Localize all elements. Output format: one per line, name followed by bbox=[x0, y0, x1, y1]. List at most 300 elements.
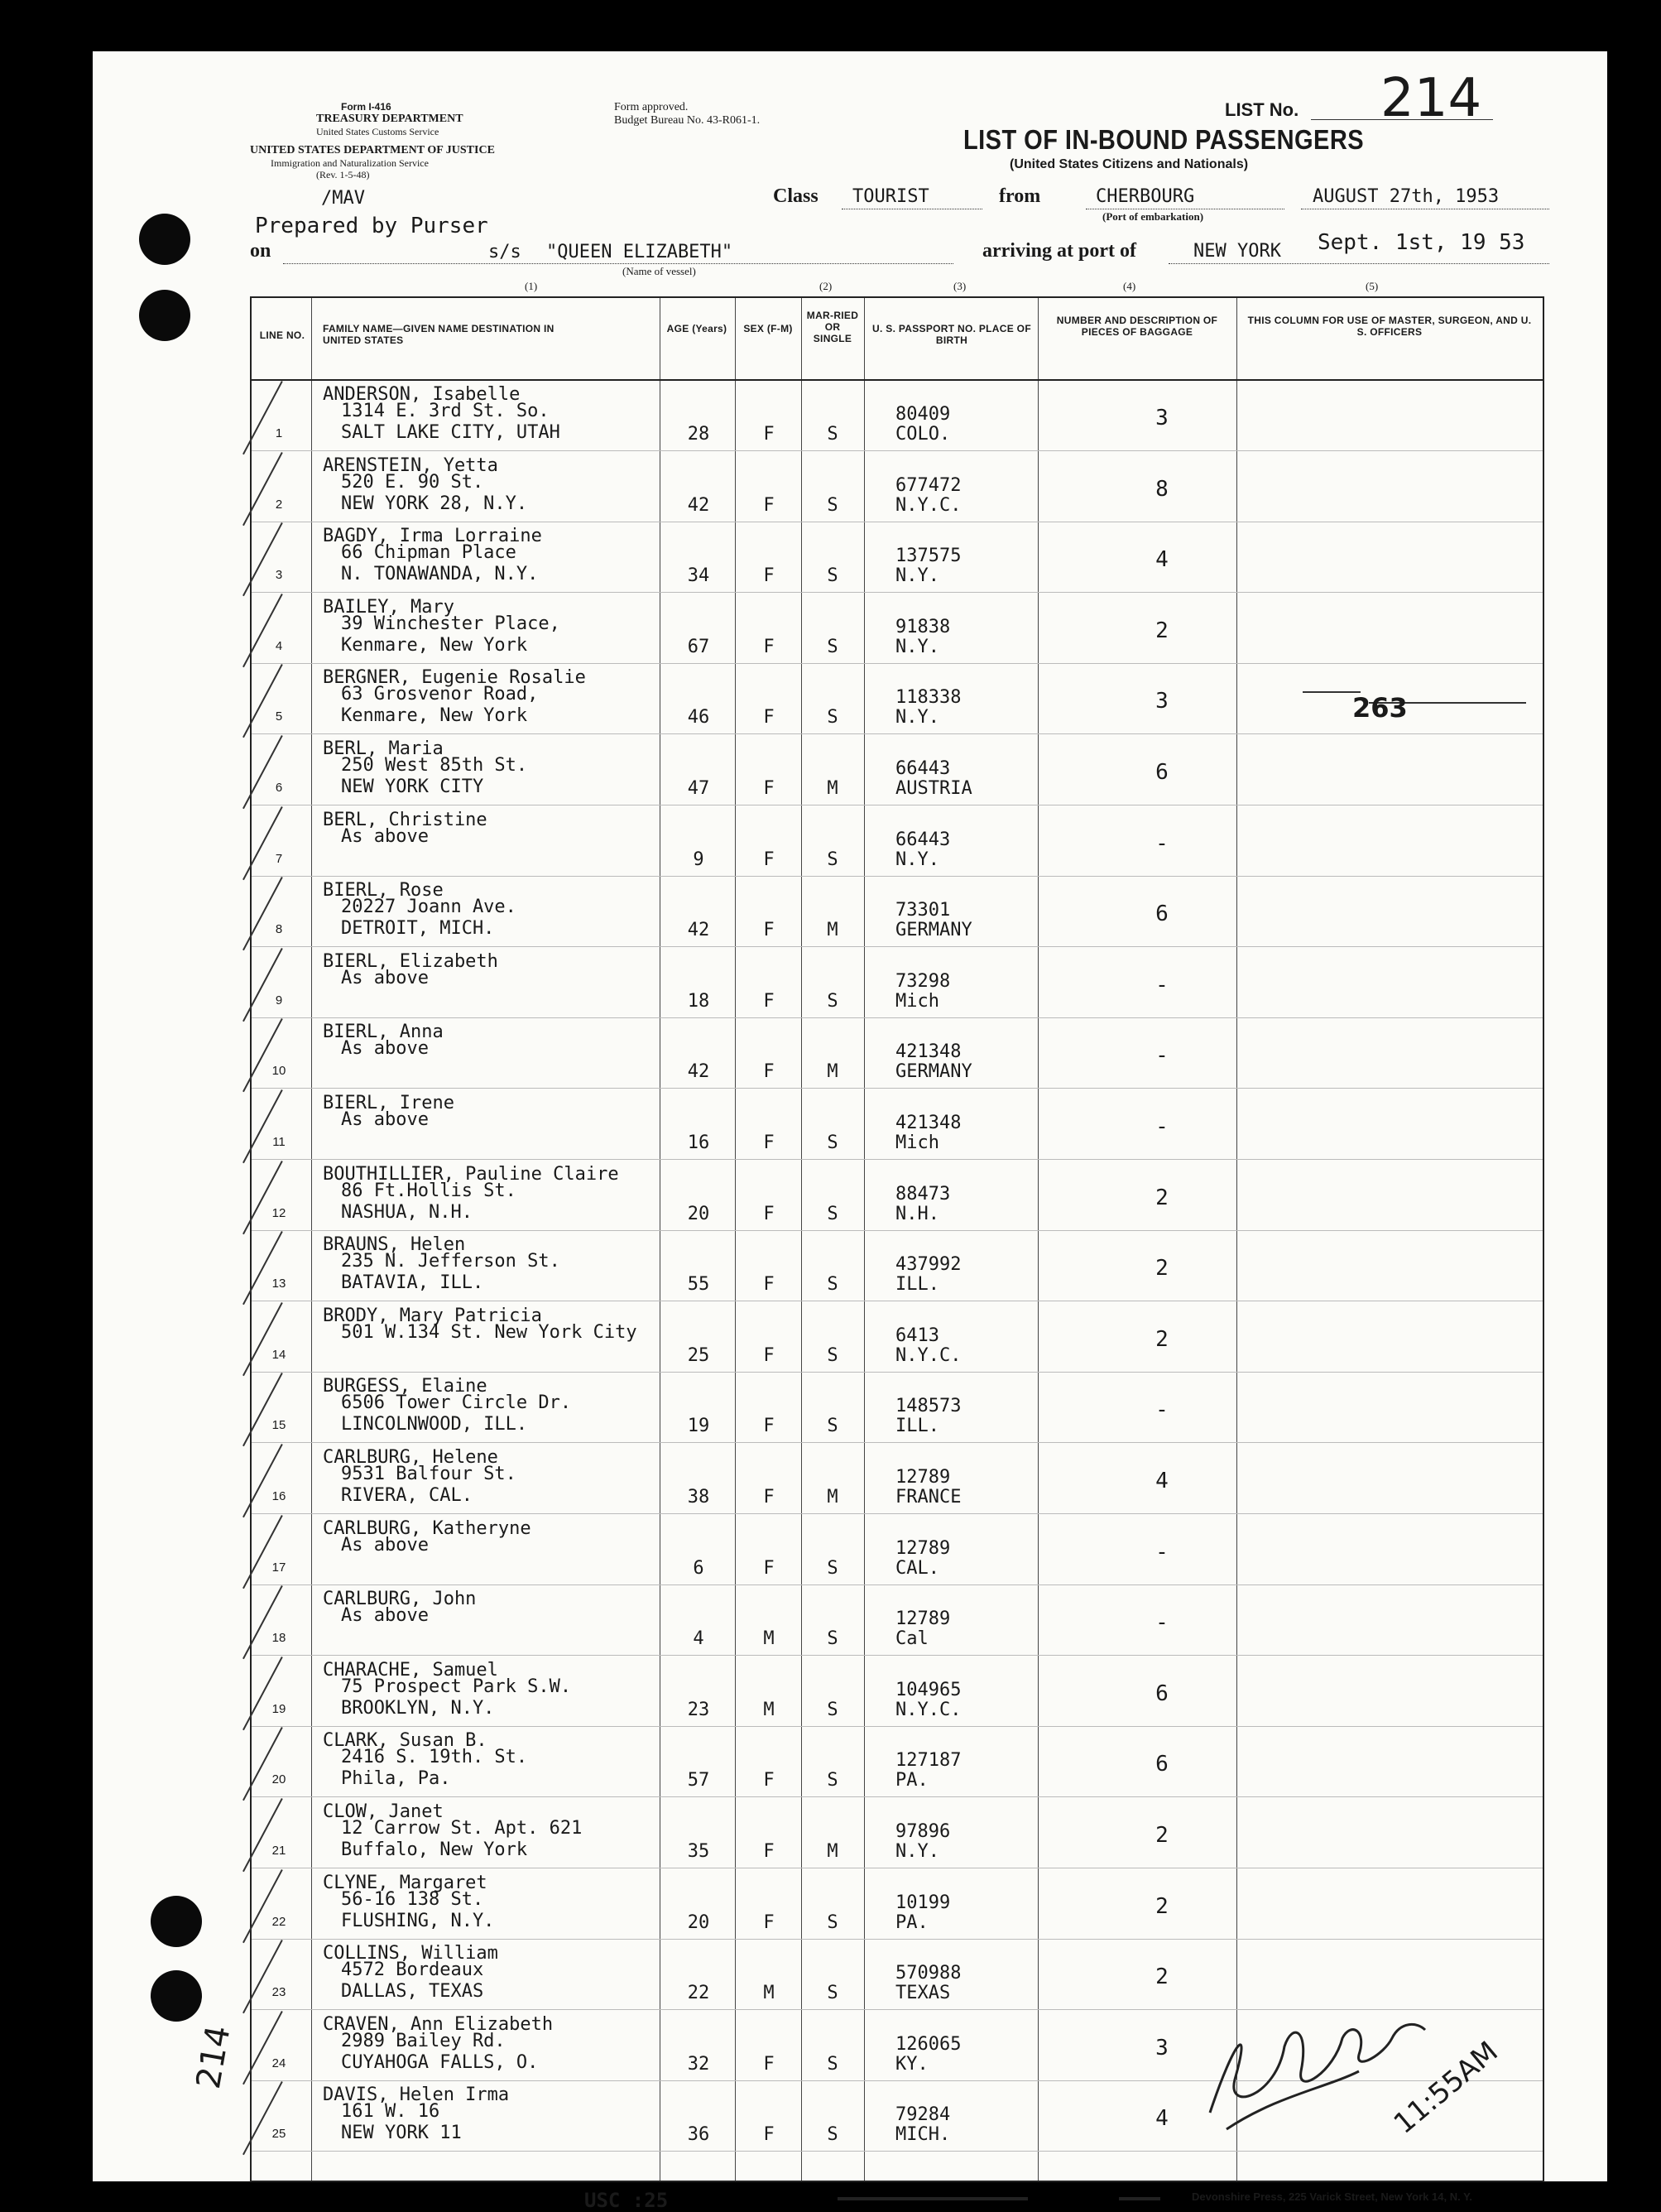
line-number: 21 bbox=[271, 1844, 286, 1858]
passenger-name: BRODY, Mary Patricia bbox=[323, 1305, 542, 1326]
line-number: 16 bbox=[271, 1489, 286, 1503]
age-cell: 20 bbox=[687, 1911, 710, 1933]
passport-number: 148573 bbox=[895, 1396, 962, 1417]
passenger-name: BAGDY, Irma Lorraine bbox=[323, 526, 542, 547]
sex-cell: F bbox=[763, 849, 775, 870]
table-row bbox=[252, 1444, 1543, 1514]
birthplace: PA. bbox=[895, 1770, 929, 1791]
address-line-2: CUYAHOGA FALLS, O. bbox=[341, 2051, 539, 2073]
table-row bbox=[252, 1018, 1543, 1089]
baggage-count: 4 bbox=[1155, 547, 1169, 573]
address-line-2: NEW YORK CITY bbox=[341, 777, 484, 797]
col-num-3: (3) bbox=[953, 280, 967, 292]
table-row bbox=[252, 664, 1543, 734]
marital-cell: S bbox=[827, 2124, 838, 2146]
age-cell: 57 bbox=[687, 1770, 710, 1791]
sex-cell: F bbox=[763, 920, 775, 941]
age-cell: 22 bbox=[687, 1983, 710, 2004]
col-sex-header: SEX (F-M) bbox=[743, 323, 793, 334]
passport-number: 118338 bbox=[895, 687, 962, 709]
passport-number: 421348 bbox=[895, 1113, 962, 1133]
sex-cell: F bbox=[763, 1132, 775, 1153]
line-number: 14 bbox=[271, 1347, 286, 1362]
address-line-1: 66 Chipman Place bbox=[341, 542, 516, 564]
address-line-1: 9531 Balfour St. bbox=[341, 1464, 516, 1484]
birthplace: ILL. bbox=[895, 1274, 939, 1296]
arrival-line bbox=[1169, 263, 1549, 264]
baggage-count: 2 bbox=[1155, 1823, 1169, 1848]
passport-number: 73298 bbox=[895, 970, 951, 992]
line-number: 2 bbox=[275, 497, 283, 512]
col-num-5: (5) bbox=[1366, 280, 1379, 292]
footer-strike-2 bbox=[1119, 2197, 1160, 2200]
sex-cell: F bbox=[763, 1274, 775, 1296]
age-cell: 23 bbox=[687, 1699, 710, 1720]
line-number: 12 bbox=[271, 1205, 286, 1220]
line-number: 25 bbox=[271, 2127, 286, 2142]
table-row bbox=[252, 522, 1543, 593]
birthplace: AUSTRIA bbox=[895, 778, 972, 799]
passport-number: 79284 bbox=[895, 2104, 951, 2126]
address-line-1: 63 Grosvenor Road, bbox=[341, 684, 539, 705]
table-row bbox=[252, 452, 1543, 522]
customs-service: United States Customs Service bbox=[316, 126, 439, 137]
col-num-1: (1) bbox=[525, 280, 538, 292]
baggage-count: 2 bbox=[1155, 1326, 1169, 1352]
sex-cell: F bbox=[763, 2124, 775, 2146]
on-line bbox=[283, 263, 953, 264]
check-tick bbox=[242, 1231, 283, 1305]
baggage-count: 2 bbox=[1155, 1256, 1169, 1282]
line-number: 3 bbox=[275, 568, 283, 583]
address-line-1: As above bbox=[341, 1605, 429, 1627]
passenger-name: CARLBURG, Katheryne bbox=[323, 1517, 531, 1539]
address-line-1: As above bbox=[341, 967, 429, 988]
vessel-note: (Name of vessel) bbox=[622, 265, 696, 277]
check-tick bbox=[242, 594, 283, 667]
check-tick bbox=[242, 1444, 283, 1517]
passport-number: 104965 bbox=[895, 1679, 962, 1700]
address-line-1: 56-16 138 St. bbox=[341, 1888, 484, 1910]
marital-cell: S bbox=[827, 1557, 838, 1579]
marital-cell: S bbox=[827, 1983, 838, 2004]
from-label: from bbox=[999, 185, 1041, 207]
baggage-count: - bbox=[1155, 1539, 1169, 1565]
age-cell: 55 bbox=[687, 1274, 710, 1296]
signature-time: 11:55AM bbox=[1387, 2035, 1505, 2141]
sex-cell: F bbox=[763, 1841, 775, 1862]
check-tick bbox=[242, 522, 283, 596]
birthplace: N.Y. bbox=[895, 707, 939, 729]
table-row bbox=[252, 1161, 1543, 1231]
passenger-name: BAILEY, Mary bbox=[323, 596, 454, 618]
birthplace: N.Y.C. bbox=[895, 494, 962, 516]
age-cell: 6 bbox=[693, 1557, 704, 1579]
baggage-count: 6 bbox=[1155, 1752, 1169, 1777]
table-row bbox=[252, 1231, 1543, 1301]
sex-cell: M bbox=[763, 1628, 775, 1650]
table-row bbox=[252, 1089, 1543, 1160]
age-cell: 47 bbox=[687, 778, 710, 799]
col-passport-header: U. S. PASSPORT NO. PLACE OF BIRTH bbox=[872, 323, 1031, 346]
check-tick bbox=[242, 1798, 283, 1872]
birthplace: KY. bbox=[895, 2053, 929, 2075]
age-cell: 67 bbox=[687, 636, 710, 657]
birthplace: ILL. bbox=[895, 1416, 939, 1437]
check-tick bbox=[242, 381, 283, 454]
table-row bbox=[252, 806, 1543, 877]
birthplace: FRANCE bbox=[895, 1487, 962, 1508]
line-number: 1 bbox=[275, 426, 283, 440]
birthplace: GERMANY bbox=[895, 1061, 972, 1083]
passenger-name: BURGESS, Elaine bbox=[323, 1376, 487, 1397]
age-cell: 42 bbox=[687, 1061, 710, 1083]
address-line-2: SALT LAKE CITY, UTAH bbox=[341, 422, 560, 443]
address-line-2: NEW YORK 11 bbox=[341, 2123, 462, 2144]
line-number: 17 bbox=[271, 1560, 286, 1575]
sex-cell: F bbox=[763, 778, 775, 799]
line-number: 24 bbox=[271, 2056, 286, 2070]
sex-cell: F bbox=[763, 990, 775, 1012]
address-line-1: 235 N. Jefferson St. bbox=[341, 1251, 560, 1272]
sex-cell: F bbox=[763, 2053, 775, 2075]
baggage-count: 2 bbox=[1155, 1893, 1169, 1919]
birthplace: N.Y. bbox=[895, 849, 939, 870]
address-line-2: NASHUA, N.H. bbox=[341, 1201, 473, 1223]
marital-cell: M bbox=[827, 1487, 838, 1508]
baggage-count: - bbox=[1155, 1043, 1169, 1069]
passport-number: 12789 bbox=[895, 1609, 951, 1630]
address-line-1: 4572 Bordeaux bbox=[341, 1960, 484, 1981]
birthplace: PA. bbox=[895, 1911, 929, 1933]
table-row bbox=[252, 1798, 1543, 1868]
marital-cell: S bbox=[827, 424, 838, 445]
passport-number: 421348 bbox=[895, 1041, 962, 1063]
line-number: 13 bbox=[271, 1277, 286, 1291]
address-line-1: 86 Ft.Hollis St. bbox=[341, 1180, 516, 1201]
ins-service: Immigration and Naturalization Service bbox=[271, 157, 429, 169]
passport-number: 126065 bbox=[895, 2033, 962, 2055]
line-number: 20 bbox=[271, 1772, 286, 1787]
check-tick bbox=[242, 1089, 283, 1163]
sex-cell: M bbox=[763, 1983, 775, 2004]
birthplace: N.Y. bbox=[895, 636, 939, 657]
age-cell: 38 bbox=[687, 1487, 710, 1508]
passport-number: 10199 bbox=[895, 1892, 951, 1913]
age-cell: 25 bbox=[687, 1344, 710, 1366]
col-married-header: MAR-RIED OR SINGLE bbox=[806, 310, 859, 344]
address-line-1: 250 West 85th St. bbox=[341, 755, 528, 776]
line-number: 18 bbox=[271, 1631, 286, 1646]
age-cell: 28 bbox=[687, 424, 710, 445]
address-line-2: FLUSHING, N.Y. bbox=[341, 1910, 495, 1931]
age-cell: 34 bbox=[687, 565, 710, 587]
binder-hole bbox=[139, 290, 190, 341]
check-tick bbox=[242, 452, 283, 526]
address-line-2: Kenmare, New York bbox=[341, 705, 528, 727]
address-line-1: 520 E. 90 St. bbox=[341, 471, 484, 493]
birthplace: Mich bbox=[895, 1132, 939, 1153]
passenger-name: BIERL, Rose bbox=[323, 880, 444, 902]
passenger-name: BOUTHILLIER, Pauline Claire bbox=[323, 1163, 619, 1185]
passenger-name: BERGNER, Eugenie Rosalie bbox=[323, 667, 586, 689]
table-row bbox=[252, 1373, 1543, 1443]
passenger-name: ARENSTEIN, Yetta bbox=[323, 454, 498, 476]
baggage-count: 6 bbox=[1155, 1681, 1169, 1706]
baggage-count: - bbox=[1155, 830, 1169, 856]
address-line-1: As above bbox=[341, 825, 429, 847]
sex-cell: F bbox=[763, 1487, 775, 1508]
birthplace: COLO. bbox=[895, 424, 951, 445]
baggage-count: 2 bbox=[1155, 1964, 1169, 1990]
address-line-2: NEW YORK 28, N.Y. bbox=[341, 493, 528, 514]
margin-note: 214 bbox=[189, 2022, 238, 2092]
passport-number: 12789 bbox=[895, 1467, 951, 1488]
printer-imprint: Devonshire Press, 225 Varick Street, New York 14, N. Y. bbox=[1192, 2190, 1472, 2203]
manifest-page bbox=[93, 51, 1607, 2212]
marital-cell: S bbox=[827, 1203, 838, 1224]
address-line-2: BATAVIA, ILL. bbox=[341, 1272, 484, 1294]
baggage-count: 2 bbox=[1155, 618, 1169, 643]
line-number: 6 bbox=[275, 781, 283, 795]
col-num-4: (4) bbox=[1123, 280, 1136, 292]
list-no-label: LIST No. bbox=[1225, 99, 1299, 120]
baggage-count: 4 bbox=[1155, 2106, 1169, 2132]
address-line-1: 39 Winchester Place, bbox=[341, 613, 560, 634]
birthplace: N.Y.C. bbox=[895, 1344, 962, 1366]
check-tick bbox=[242, 1657, 283, 1730]
sex-cell: F bbox=[763, 636, 775, 657]
marital-cell: S bbox=[827, 1699, 838, 1720]
address-line-2: DETROIT, MICH. bbox=[341, 918, 495, 940]
sex-cell: F bbox=[763, 1770, 775, 1791]
check-tick bbox=[242, 1161, 283, 1234]
col-age-header: AGE (Years) bbox=[666, 323, 727, 334]
sex-cell: F bbox=[763, 1344, 775, 1366]
passenger-table bbox=[250, 296, 1544, 2182]
baggage-count: 6 bbox=[1155, 902, 1169, 927]
sex-cell: F bbox=[763, 1911, 775, 1933]
address-line-2: BROOKLYN, N.Y. bbox=[341, 1697, 495, 1719]
depart-date: AUGUST 27th, 1953 bbox=[1313, 186, 1500, 207]
address-line-2: N. TONAWANDA, N.Y. bbox=[341, 564, 539, 585]
baggage-count: 8 bbox=[1155, 476, 1169, 502]
address-line-1: 2416 S. 19th. St. bbox=[341, 1747, 528, 1768]
address-line-1: 501 W.134 St. New York City bbox=[341, 1321, 637, 1343]
birthplace: Cal bbox=[895, 1628, 929, 1650]
revision: (Rev. 1-5-48) bbox=[316, 169, 370, 180]
passport-number: 91838 bbox=[895, 616, 951, 637]
col-line-header: LINE NO. bbox=[259, 329, 305, 341]
passport-number: 127187 bbox=[895, 1750, 962, 1772]
baggage-count: 3 bbox=[1155, 406, 1169, 430]
treasury-dept: TREASURY DEPARTMENT bbox=[316, 113, 463, 125]
marital-cell: M bbox=[827, 1841, 838, 1862]
row-separator bbox=[252, 2151, 1543, 2152]
sex-cell: F bbox=[763, 1061, 775, 1083]
vessel-name: "QUEEN ELIZABETH" bbox=[546, 242, 733, 262]
binder-hole bbox=[151, 1970, 202, 2022]
passport-number: 12789 bbox=[895, 1537, 951, 1559]
birthplace: Mich bbox=[895, 990, 939, 1012]
officer-mark: 263 bbox=[1352, 692, 1408, 724]
page-title: LIST OF IN-BOUND PASSENGERS bbox=[963, 124, 1365, 155]
check-tick bbox=[242, 1727, 283, 1801]
on-label: on bbox=[250, 240, 271, 262]
table-row bbox=[252, 1585, 1543, 1656]
age-cell: 42 bbox=[687, 920, 710, 941]
check-tick bbox=[242, 1018, 283, 1092]
passport-number: 570988 bbox=[895, 1963, 962, 1984]
marital-cell: S bbox=[827, 636, 838, 657]
age-cell: 19 bbox=[687, 1416, 710, 1437]
list-no-value: 214 bbox=[1380, 68, 1482, 129]
table-row bbox=[252, 1657, 1543, 1727]
marital-cell: S bbox=[827, 849, 838, 870]
baggage-count: - bbox=[1155, 1114, 1169, 1139]
col-num-2: (2) bbox=[819, 280, 833, 292]
sex-cell: M bbox=[763, 1699, 775, 1720]
passenger-name: CHARACHE, Samuel bbox=[323, 1659, 498, 1681]
sex-cell: F bbox=[763, 707, 775, 729]
passport-number: 80409 bbox=[895, 404, 951, 425]
marital-cell: S bbox=[827, 1132, 838, 1153]
sex-cell: F bbox=[763, 494, 775, 516]
class-value: TOURIST bbox=[852, 186, 929, 207]
marital-cell: S bbox=[827, 1770, 838, 1791]
col-name-header: FAMILY NAME—GIVEN NAME DESTINATION IN UNITED STATES bbox=[323, 323, 554, 346]
marital-cell: S bbox=[827, 1911, 838, 1933]
marital-cell: S bbox=[827, 990, 838, 1012]
age-cell: 46 bbox=[687, 707, 710, 729]
check-tick bbox=[242, 735, 283, 809]
check-tick bbox=[242, 1302, 283, 1376]
binder-hole bbox=[139, 214, 190, 265]
port-embark-note: (Port of embarkation) bbox=[1102, 210, 1204, 223]
baggage-count: - bbox=[1155, 1397, 1169, 1423]
col-officers-header: THIS COLUMN FOR USE OF MASTER, SURGEON, AND U. S. OFFICERS bbox=[1247, 315, 1532, 338]
age-cell: 9 bbox=[693, 849, 704, 870]
marital-cell: S bbox=[827, 1416, 838, 1437]
table-row bbox=[252, 735, 1543, 805]
passport-number: 73301 bbox=[895, 900, 951, 921]
address-line-1: 6506 Tower Circle Dr. bbox=[341, 1392, 572, 1414]
passenger-name: COLLINS, William bbox=[323, 1943, 498, 1964]
check-tick bbox=[242, 664, 283, 738]
class-label: Class bbox=[773, 185, 818, 207]
birthplace: MICH. bbox=[895, 2124, 951, 2146]
age-cell: 36 bbox=[687, 2124, 710, 2146]
marital-cell: S bbox=[827, 2053, 838, 2075]
marital-cell: M bbox=[827, 920, 838, 941]
birthplace: N.Y. bbox=[895, 1841, 939, 1862]
passenger-name: DAVIS, Helen Irma bbox=[323, 2085, 510, 2106]
address-line-2: Buffalo, New York bbox=[341, 1839, 528, 1860]
address-line-1: As above bbox=[341, 1038, 429, 1060]
initials: /MAV bbox=[321, 188, 365, 209]
address-line-2: Kenmare, New York bbox=[341, 634, 528, 656]
passenger-name: BERL, Christine bbox=[323, 809, 487, 830]
age-cell: 20 bbox=[687, 1203, 710, 1224]
birthplace: CAL. bbox=[895, 1557, 939, 1579]
passenger-name: BERL, Maria bbox=[323, 738, 444, 759]
address-line-1: As above bbox=[341, 1534, 429, 1556]
passenger-name: BIERL, Anna bbox=[323, 1022, 444, 1043]
age-cell: 35 bbox=[687, 1841, 710, 1862]
passport-number: 677472 bbox=[895, 474, 962, 496]
address-line-1: As above bbox=[341, 1109, 429, 1130]
passenger-name: BIERL, Elizabeth bbox=[323, 950, 498, 972]
line-number: 10 bbox=[271, 1064, 286, 1079]
check-tick bbox=[242, 948, 283, 1022]
table-row bbox=[252, 877, 1543, 947]
marital-cell: S bbox=[827, 1344, 838, 1366]
marital-cell: S bbox=[827, 1274, 838, 1296]
line-number: 9 bbox=[275, 993, 283, 1007]
passenger-name: CLARK, Susan B. bbox=[323, 1730, 487, 1752]
line-number: 7 bbox=[275, 851, 283, 866]
passenger-name: CARLBURG, John bbox=[323, 1589, 477, 1610]
age-cell: 32 bbox=[687, 2053, 710, 2075]
check-tick bbox=[242, 1373, 283, 1446]
page-subtitle: (United States Citizens and Nationals) bbox=[1010, 157, 1249, 171]
table-row bbox=[252, 1302, 1543, 1373]
birthplace: GERMANY bbox=[895, 920, 972, 941]
check-tick bbox=[242, 2011, 283, 2085]
table-row bbox=[252, 594, 1543, 664]
passport-number: 66443 bbox=[895, 829, 951, 850]
sex-cell: F bbox=[763, 565, 775, 587]
from-value: CHERBOURG bbox=[1096, 186, 1195, 207]
age-cell: 16 bbox=[687, 1132, 710, 1153]
baggage-count: 6 bbox=[1155, 760, 1169, 785]
age-cell: 42 bbox=[687, 494, 710, 516]
sex-cell: F bbox=[763, 1557, 775, 1579]
passport-number: 88473 bbox=[895, 1183, 951, 1205]
address-line-2: Phila, Pa. bbox=[341, 1768, 451, 1790]
address-line-1: 75 Prospect Park S.W. bbox=[341, 1676, 572, 1697]
form-number: Form I-416 bbox=[341, 101, 391, 113]
check-tick bbox=[242, 1869, 283, 1943]
baggage-count: 3 bbox=[1155, 2035, 1169, 2061]
address-line-2: RIVERA, CAL. bbox=[341, 1485, 473, 1506]
line-number: 22 bbox=[271, 1914, 286, 1929]
marital-cell: S bbox=[827, 707, 838, 729]
baggage-count: 3 bbox=[1155, 689, 1169, 714]
sex-cell: F bbox=[763, 1416, 775, 1437]
baggage-count: 4 bbox=[1155, 1469, 1169, 1493]
marital-cell: M bbox=[827, 1061, 838, 1083]
marital-cell: M bbox=[827, 778, 838, 799]
baggage-count: - bbox=[1155, 972, 1169, 998]
passport-number: 66443 bbox=[895, 758, 951, 779]
passenger-name: ANDERSON, Isabelle bbox=[323, 384, 521, 405]
passport-number: 6413 bbox=[895, 1325, 939, 1346]
baggage-count: - bbox=[1155, 1610, 1169, 1636]
birthplace: N.Y. bbox=[895, 565, 939, 587]
passport-number: 137575 bbox=[895, 546, 962, 567]
line-number: 19 bbox=[271, 1701, 286, 1716]
arrival-date: Sept. 1st, 19 53 bbox=[1318, 230, 1525, 255]
marital-cell: S bbox=[827, 565, 838, 587]
address-line-2: LINCOLNWOOD, ILL. bbox=[341, 1414, 528, 1435]
check-tick bbox=[242, 2081, 283, 2155]
address-line-1: 1314 E. 3rd St. So. bbox=[341, 401, 550, 421]
table-row bbox=[252, 948, 1543, 1018]
justice-dept: UNITED STATES DEPARTMENT OF JUSTICE bbox=[250, 144, 495, 156]
line-number: 15 bbox=[271, 1418, 286, 1433]
age-cell: 4 bbox=[693, 1628, 704, 1650]
